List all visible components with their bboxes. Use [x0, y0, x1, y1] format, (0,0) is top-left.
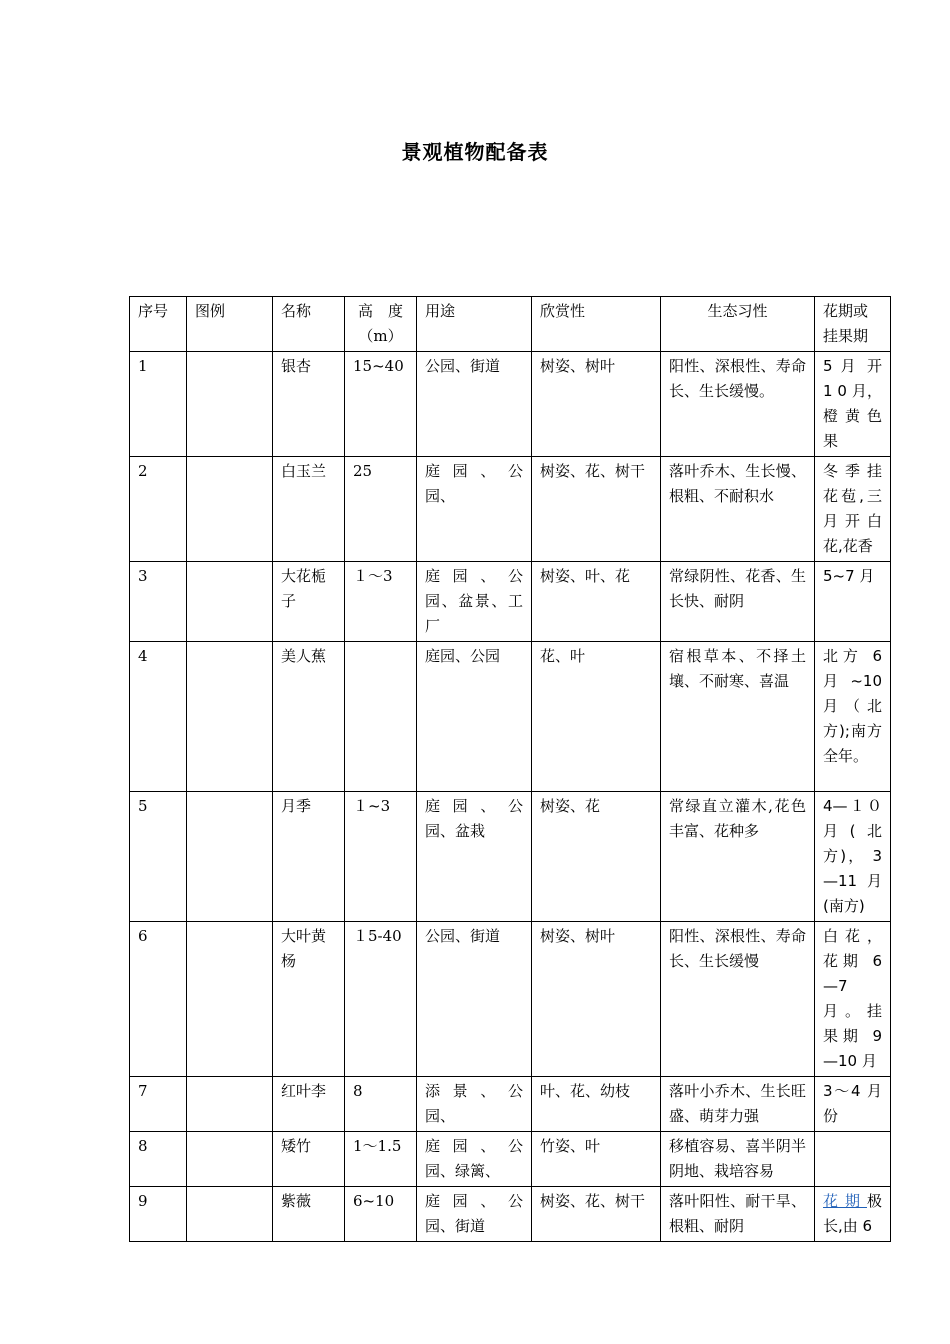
cell-ecology: 常绿直立灌木,花色丰富、花种多: [661, 792, 815, 922]
header-ecology: 生态习性: [661, 297, 815, 352]
table-row: [130, 352, 891, 457]
header-name: 名称: [273, 297, 345, 352]
table-row: [130, 1077, 891, 1132]
cell-use: 庭 园 、 公园、盆栽: [417, 792, 532, 922]
cell-index: 6: [130, 922, 187, 1077]
cell-legend: [187, 792, 273, 922]
cell-use: 庭 园 、 公园、绿篱、: [417, 1132, 532, 1187]
plant-table: [129, 296, 891, 1242]
header-use: 用途: [417, 297, 532, 352]
header-height: 高 度（m）: [345, 297, 417, 352]
cell-ecology: 宿根草本、不择土壤、不耐寒、喜温: [661, 642, 815, 792]
header-ornamental: 欣赏性: [532, 297, 661, 352]
cell-legend: [187, 457, 273, 562]
cell-index: 8: [130, 1132, 187, 1187]
cell-bloom: 4—１０月(北方)， 3—11 月(南方): [815, 792, 891, 922]
cell-ecology: 落叶乔木、生长慢、根粗、不耐积水: [661, 457, 815, 562]
header-legend: 图例: [187, 297, 273, 352]
cell-name: 大花栀子: [273, 562, 345, 642]
cell-index: 3: [130, 562, 187, 642]
cell-legend: [187, 642, 273, 792]
cell-height: [345, 642, 417, 792]
cell-ornamental: 树姿、叶、花: [532, 562, 661, 642]
cell-use: 庭 园 、 公园、街道: [417, 1187, 532, 1242]
cell-ecology: 落叶阳性、耐干旱、根粗、耐阴: [661, 1187, 815, 1242]
table-row: [130, 642, 891, 792]
table-header-row: [130, 297, 891, 352]
cell-height: １~3: [345, 792, 417, 922]
table-row: [130, 792, 891, 922]
cell-ornamental: 树姿、树叶: [532, 352, 661, 457]
cell-ecology: 阳性、深根性、寿命长、生长缓慢。: [661, 352, 815, 457]
cell-ornamental: 树姿、树叶: [532, 922, 661, 1077]
cell-legend: [187, 1077, 273, 1132]
cell-name: 月季: [273, 792, 345, 922]
cell-use: 庭 园 、 公园、: [417, 457, 532, 562]
table-row: [130, 562, 891, 642]
cell-name: 紫薇: [273, 1187, 345, 1242]
cell-index: 7: [130, 1077, 187, 1132]
cell-index: 2: [130, 457, 187, 562]
table-row: [130, 1132, 891, 1187]
cell-bloom: 5~7 月: [815, 562, 891, 642]
cell-ornamental: 树姿、花: [532, 792, 661, 922]
header-bloom: 花期或挂果期: [815, 297, 891, 352]
page-title: 景观植物配备表: [401, 140, 549, 164]
cell-height: 6~10: [345, 1187, 417, 1242]
cell-ecology: 移植容易、喜半阴半阴地、栽培容易: [661, 1132, 815, 1187]
cell-height: １～3: [345, 562, 417, 642]
cell-ecology: 落叶小乔木、生长旺盛、萌芽力强: [661, 1077, 815, 1132]
cell-legend: [187, 1132, 273, 1187]
cell-bloom: 冬季挂花苞,三月开白花,花香: [815, 457, 891, 562]
cell-name: 大叶黄杨: [273, 922, 345, 1077]
cell-name: 银杏: [273, 352, 345, 457]
table-row: [130, 457, 891, 562]
cell-use: 添 景 、 公园、: [417, 1077, 532, 1132]
bloom-link[interactable]: 花期: [823, 1192, 867, 1210]
cell-height: １5-40: [345, 922, 417, 1077]
cell-name: 美人蕉: [273, 642, 345, 792]
cell-name: 矮竹: [273, 1132, 345, 1187]
cell-legend: [187, 922, 273, 1077]
header-index: 序号: [130, 297, 187, 352]
cell-height: 15~40: [345, 352, 417, 457]
cell-use: 庭 园 、 公园、盆景、工厂: [417, 562, 532, 642]
cell-name: 白玉兰: [273, 457, 345, 562]
cell-ornamental: 竹姿、叶: [532, 1132, 661, 1187]
table-row: [130, 922, 891, 1077]
cell-height: 8: [345, 1077, 417, 1132]
cell-use: 公园、街道: [417, 352, 532, 457]
cell-legend: [187, 1187, 273, 1242]
cell-ornamental: 花、叶: [532, 642, 661, 792]
cell-bloom: 3～4 月份: [815, 1077, 891, 1132]
cell-use: 公园、街道: [417, 922, 532, 1077]
cell-index: 9: [130, 1187, 187, 1242]
cell-index: 5: [130, 792, 187, 922]
cell-bloom: 5 月 开 1 0 月，橙 黄 色果: [815, 352, 891, 457]
cell-height: 25: [345, 457, 417, 562]
bloom-text: 极长,由 6: [823, 1192, 882, 1235]
cell-bloom: 白花，花期 6—7 月。挂果期 9—10 月: [815, 922, 891, 1077]
cell-legend: [187, 562, 273, 642]
cell-index: 1: [130, 352, 187, 457]
cell-index: 4: [130, 642, 187, 792]
cell-bloom: [815, 1187, 891, 1242]
cell-ornamental: 树姿、花、树干: [532, 1187, 661, 1242]
table-row: [130, 1187, 891, 1242]
cell-height: 1～1.5: [345, 1132, 417, 1187]
cell-use: 庭园、公园: [417, 642, 532, 792]
cell-ecology: 阳性、深根性、寿命长、生长缓慢: [661, 922, 815, 1077]
cell-ornamental: 叶、花、幼枝: [532, 1077, 661, 1132]
cell-legend: [187, 352, 273, 457]
cell-name: 红叶李: [273, 1077, 345, 1132]
cell-bloom: [815, 1132, 891, 1187]
cell-ecology: 常绿阴性、花香、生长快、耐阴: [661, 562, 815, 642]
cell-ornamental: 树姿、花、树干: [532, 457, 661, 562]
cell-bloom: 北方 6 月~10 月（北方);南方全年。: [815, 642, 891, 792]
